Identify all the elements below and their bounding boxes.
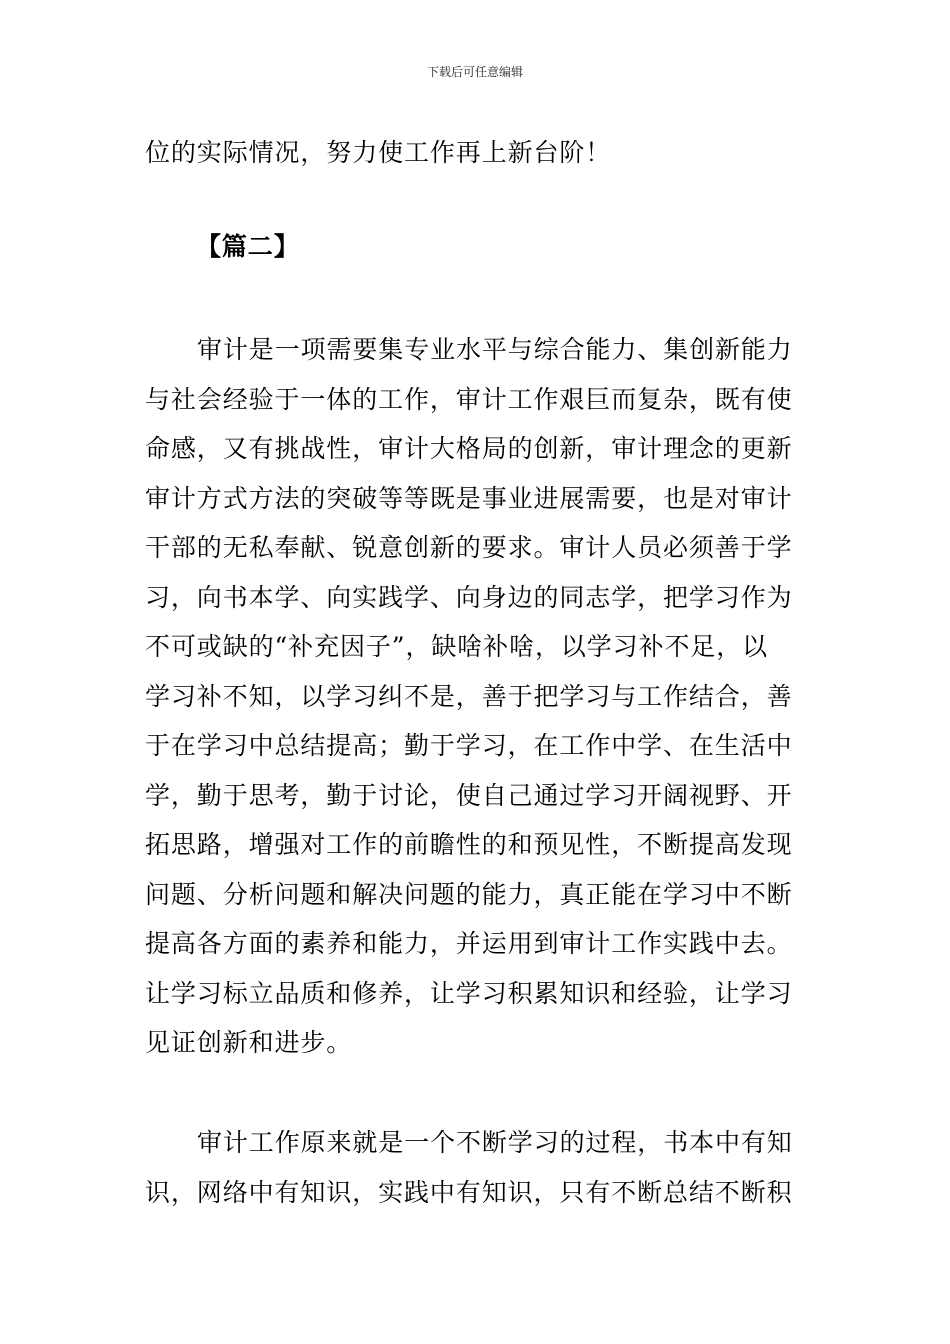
section-heading: 【篇二】	[196, 232, 300, 261]
paragraph-line: 审计工作原来就是一个不断学习的过程，书本中有知	[197, 1128, 793, 1157]
paragraph-line: 识，网络中有知识，实践中有知识，只有不断总结不断积	[145, 1177, 793, 1207]
paragraph-line: 位的实际情况，努力使工作再上新台阶！	[145, 138, 612, 167]
paragraph-line: 见证创新和进步。	[145, 1028, 353, 1057]
paragraph-1	[145, 325, 807, 1068]
paragraph-line: 审计是一项需要集专业水平与综合能力、集创新能力	[197, 335, 793, 364]
paragraph-line: 拓思路，增强对工作的前瞻性的和预见性，不断提高发现	[145, 830, 793, 859]
paragraph-line: 让学习标立品质和修养，让学习积累知识和经验，让学习	[145, 978, 793, 1008]
paragraph-line: 习，向书本学、向实践学、向身边的同志学，把学习作为	[145, 582, 793, 612]
paragraph-line: 与社会经验于一体的工作，审计工作艰巨而复杂，既有使	[145, 384, 793, 414]
paragraph-line: 提高各方面的素养和能力，并运用到审计工作实践中去。	[145, 929, 793, 958]
paragraph-line: 学习补不知，以学习纠不是，善于把学习与工作结合，善	[145, 681, 793, 711]
paragraph-2	[145, 1118, 807, 1217]
page-header: 下载后可任意编辑	[426, 65, 523, 79]
paragraph-line: 命感，又有挑战性，审计大格局的创新，审计理念的更新	[145, 434, 793, 463]
paragraph-line: 问题、分析问题和解决问题的能力，真正能在学习中不断	[145, 879, 793, 909]
paragraph-line: 于在学习中总结提高；勤于学习，在工作中学、在生活中	[145, 731, 793, 760]
paragraph-line: 审计方式方法的突破等等既是事业进展需要，也是对审计	[145, 483, 793, 513]
intro-paragraph	[145, 128, 807, 178]
paragraph-line: 学，勤于思考，勤于讨论，使自己通过学习开阔视野、开	[145, 780, 793, 810]
paragraph-line: 干部的无私奉献、锐意创新的要求。审计人员必须善于学	[145, 533, 793, 562]
paragraph-line: 不可或缺的“补充因子”，缺啥补啥，以学习补不足，以	[145, 632, 769, 661]
